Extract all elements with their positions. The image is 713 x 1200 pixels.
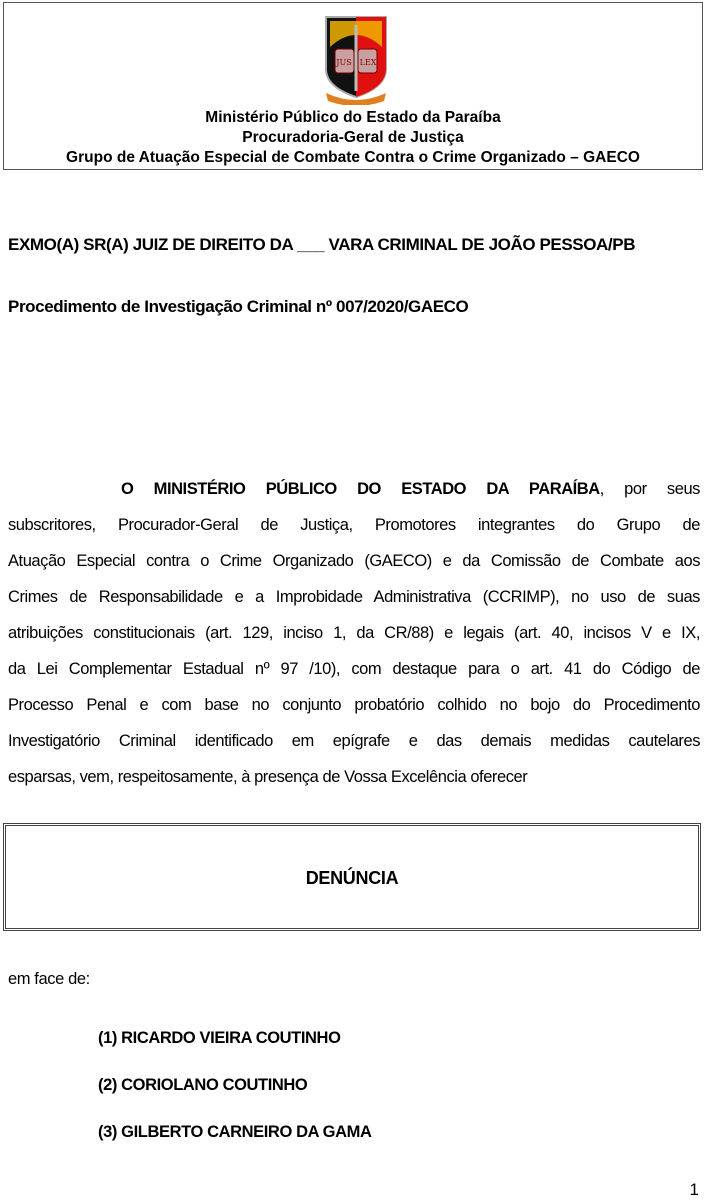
paragraph-line: esparsas, vem, respeitosamente, à presença de Vossa Excelência oferecer: [8, 768, 528, 786]
header-line-1: Ministério Público do Estado da Paraíba: [205, 109, 501, 126]
paragraph-line: Atuação Especial contra o Crime Organizado (GAECO) e da Comissão de Combate aos: [8, 552, 700, 570]
denuncia-box: [3, 823, 701, 931]
paragraph-line: [8, 477, 700, 513]
letterhead: [3, 2, 703, 170]
gaeco-crest-logo: [322, 13, 390, 105]
accused-item: (1) RICARDO VIEIRA COUTINHO: [98, 1029, 341, 1047]
page-number: 1: [689, 1180, 699, 1199]
svg-text:LEX: LEX: [359, 58, 377, 67]
opening-rest: , por seus: [599, 480, 700, 498]
procedure-number: Procedimento de Investigação Criminal nº 007/2020/GAECO: [8, 297, 469, 316]
in-face-of: em face de:: [8, 970, 90, 988]
header-line-3: Grupo de Atuação Especial de Combate Contra o Crime Organizado – GAECO: [66, 149, 640, 166]
paragraph-line: atribuições constitucionais (art. 129, inciso 1, da CR/88) e legais (art. 40, incisos V e IX,: [8, 624, 700, 642]
accused-item: (3) GILBERTO CARNEIRO DA GAMA: [98, 1123, 372, 1141]
header-line-2: Procuradoria-Geral de Justiça: [242, 129, 464, 146]
paragraph-line: Crimes de Responsabilidade e a Improbidade Administrativa (CCRIMP), no uso de suas: [8, 588, 700, 606]
accused-item: (2) CORIOLANO COUTINHO: [98, 1076, 308, 1094]
paragraph-line: Investigatório Criminal identificado em epígrafe e das demais medidas cautelares: [8, 732, 700, 750]
addressee: EXMO(A) SR(A) JUIZ DE DIREITO DA ___ VARA CRIMINAL DE JOÃO PESSOA/PB: [8, 235, 636, 254]
paragraph-line: Processo Penal e com base no conjunto probatório colhido no bojo do Procedimento: [8, 696, 700, 714]
body-paragraph: [8, 477, 700, 801]
denuncia-title: DENÚNCIA: [305, 868, 399, 888]
paragraph-line: subscritores, Procurador-Geral de Justiça, Promotores integrantes do Grupo de: [8, 516, 700, 534]
opening-bold: O MINISTÉRIO PÚBLICO DO ESTADO DA PARAÍBA: [121, 480, 600, 498]
paragraph-line: da Lei Complementar Estadual nº 97 /10), com destaque para o art. 41 do Código de: [8, 660, 700, 678]
svg-text:JUS: JUS: [336, 58, 352, 67]
